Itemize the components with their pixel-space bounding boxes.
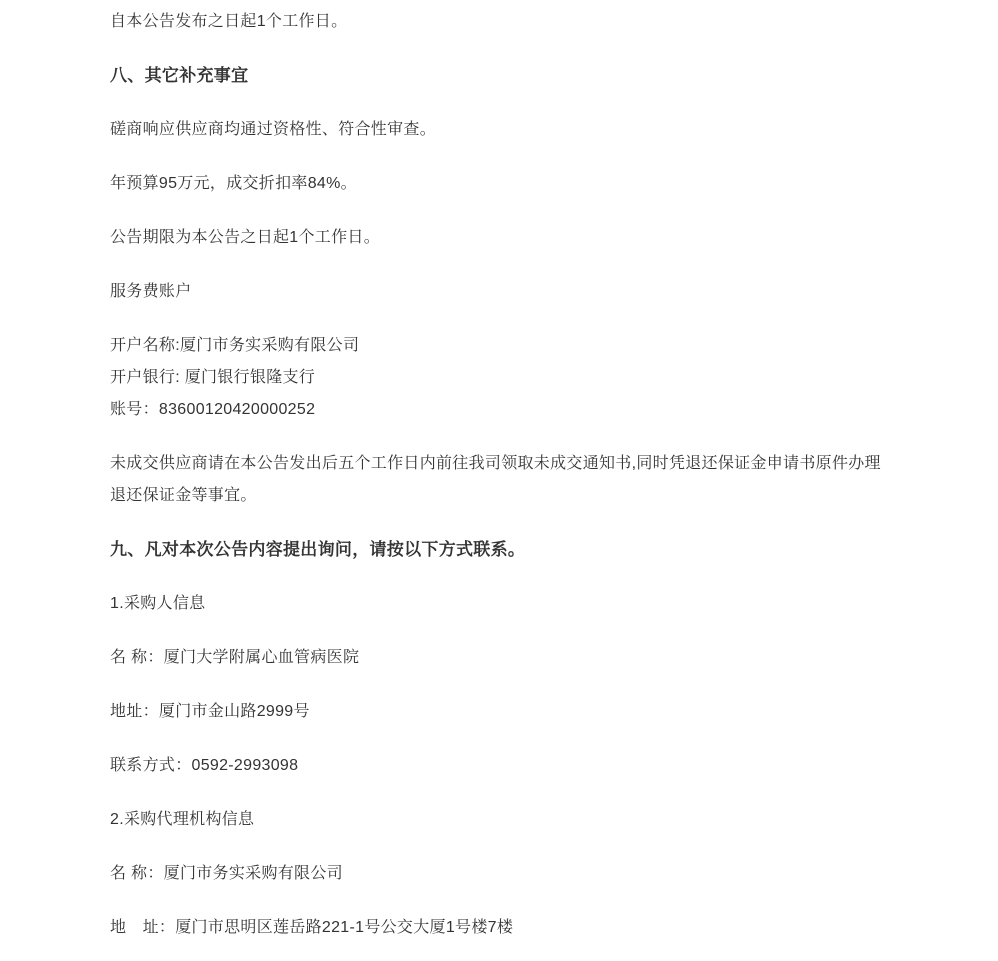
announcement-body [110,0,888,944]
paragraph-purchaser-info-title: 1.采购人信息 [110,595,206,612]
account-bank: 开户银行: 厦门银行银隆支行 [110,369,316,386]
paragraph-budget: 年预算95万元，成交折扣率84%。 [110,175,357,192]
account-holder-name: 开户名称:厦门市务实采购有限公司 [110,337,360,354]
paragraph-notice-period-tail: 自本公告发布之日起1个工作日。 [110,13,348,30]
paragraph-unsuccessful-suppliers: 未成交供应商请在本公告发出后五个工作日内前往我司领取未成交通知书,同时凭退还保证金申请书原件办理退还保证金等事宜。 [110,455,881,504]
paragraph-agency-name: 名 称：厦门市务实采购有限公司 [110,865,343,882]
paragraph-purchaser-name: 名 称：厦门大学附属心血管病医院 [110,649,360,666]
paragraph-purchaser-contact: 联系方式：0592-2993098 [110,757,299,774]
paragraph-announcement-limit: 公告期限为本公告之日起1个工作日。 [110,229,380,246]
account-number: 账号：83600120420000252 [110,401,316,418]
paragraph-agency-address: 地 址：厦门市思明区莲岳路221-1号公交大厦1号楼7楼 [110,919,514,936]
paragraph-agency-info-title: 2.采购代理机构信息 [110,811,255,828]
paragraph-service-fee-account-title: 服务费账户 [110,283,192,300]
paragraph-purchaser-address: 地址：厦门市金山路2999号 [110,703,310,720]
paragraph-review: 磋商响应供应商均通过资格性、符合性审查。 [110,121,437,138]
section-heading-9: 九、凡对本次公告内容提出询问，请按以下方式联系。 [110,540,526,559]
section-heading-8: 八、其它补充事宜 [110,66,249,85]
paragraph-account-details [110,330,888,426]
